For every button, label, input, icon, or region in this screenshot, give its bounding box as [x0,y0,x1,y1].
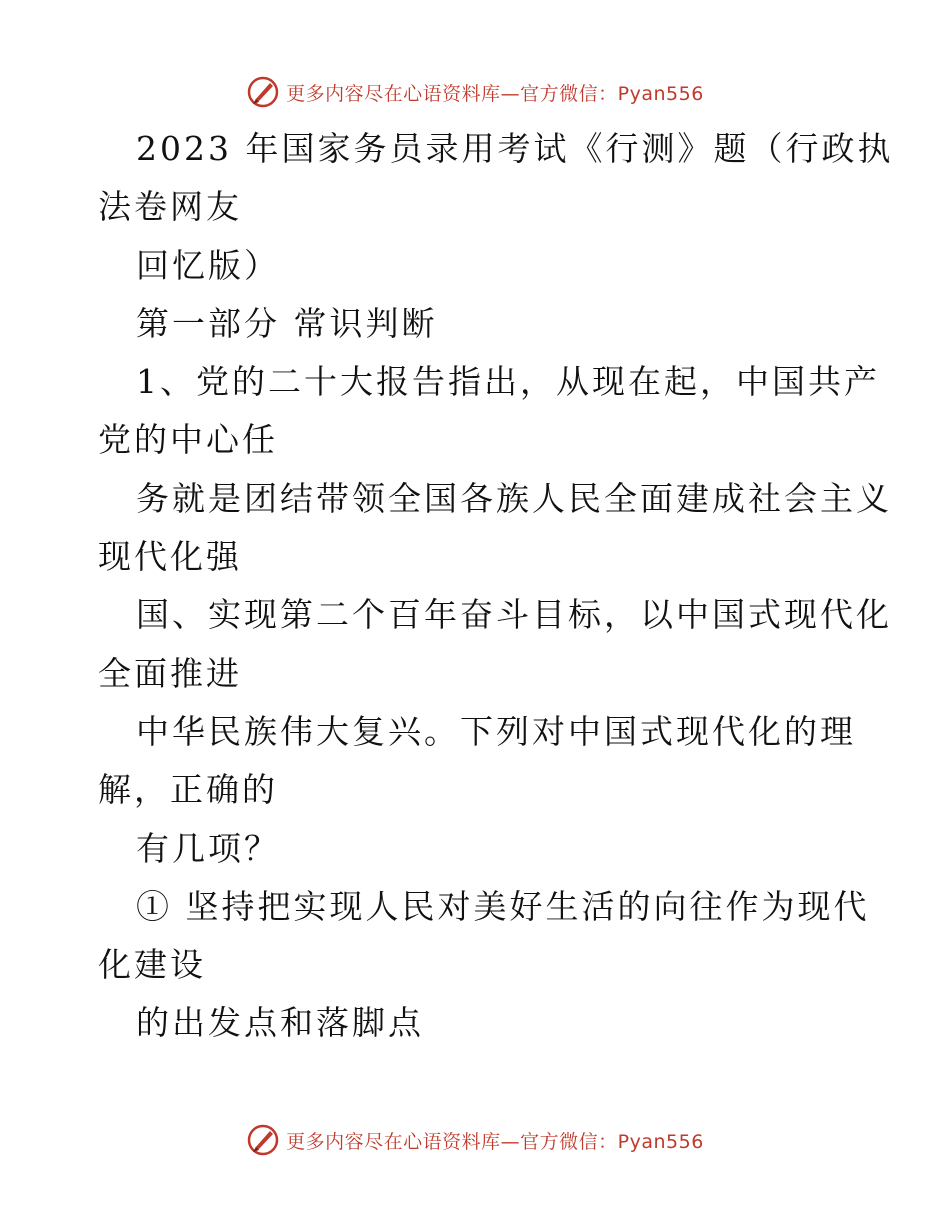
header-watermark [0,72,950,112]
question-line: 国、实现第二个百年奋斗目标，以中国式现代化 [136,595,892,635]
question-line: 有几项？ [136,828,280,868]
quill-pen-logo-icon [246,75,280,109]
option-line: 的出发点和落脚点 [136,1003,424,1043]
title-line-2: 法卷网友 [98,187,242,227]
option-line: ① 坚持把实现人民对美好生活的向往作为现代 [136,886,870,926]
section-heading: 第一部分 常识判断 [136,303,438,343]
option-line: 化建设 [98,945,206,985]
watermark-text: 更多内容尽在心语资料库—官方微信：Pyan556 [286,82,704,105]
document-body [98,120,894,1053]
question-line: 1、党的二十大报告指出，从现在起，中国共产 [136,362,880,402]
watermark-text: 更多内容尽在心语资料库—官方微信：Pyan556 [286,1130,704,1153]
title-line-3: 回忆版） [136,245,280,285]
question-line: 现代化强 [98,537,242,577]
question-line: 解，正确的 [98,770,278,810]
quill-pen-logo-icon [246,1123,280,1157]
footer-watermark [0,1120,950,1160]
title-line-1: 2023 年国家务员录用考试《行测》题（行政执 [136,129,894,168]
question-line: 全面推进 [98,653,242,693]
question-line: 中华民族伟大复兴。下列对中国式现代化的理 [136,711,856,751]
question-line: 党的中心任 [98,420,278,460]
question-line: 务就是团结带领全国各族人民全面建成社会主义 [136,478,892,518]
